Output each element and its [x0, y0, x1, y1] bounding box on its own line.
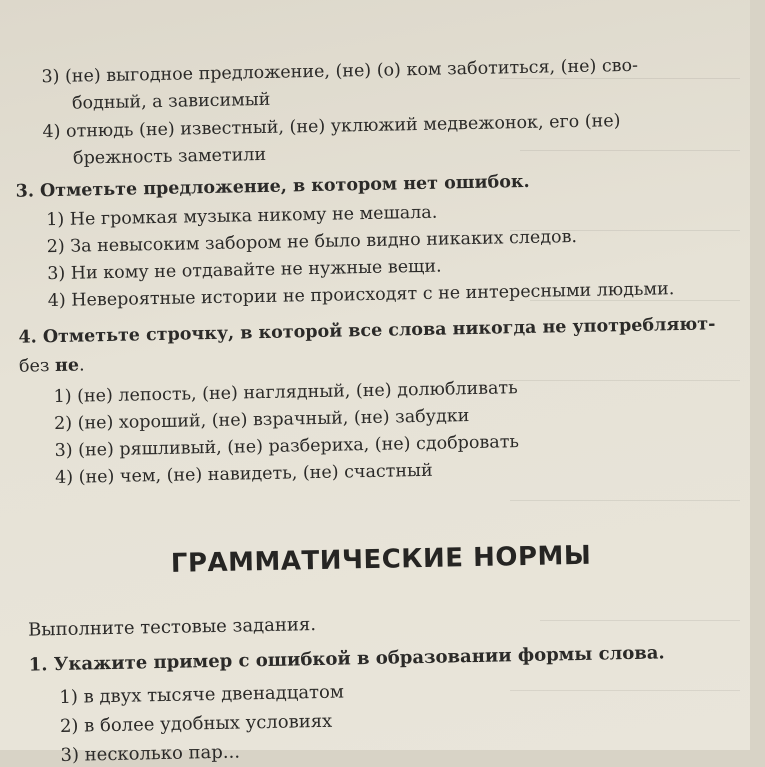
- question-4-text-line1: 4. Отметьте строчку, в которой все слова никогда не употребляют-: [18, 314, 716, 348]
- task-1-option-2: 2) в более удобных условиях: [59, 710, 333, 737]
- question-3-text: 3. Отметьте предложение, в котором нет ошибок.: [15, 171, 530, 202]
- instruction-text: Выполните тестовые задания.: [27, 614, 317, 641]
- question-4-option-4: 4) (не) чем, (не) навидеть, (не) счастный: [54, 460, 433, 489]
- task-1-option-3: 3) несколько пар...: [60, 741, 241, 766]
- section-heading: ГРАММАТИЧЕСКИЕ НОРМЫ: [170, 540, 592, 579]
- prev-option-4-line1: 4) отнюдь (не) известный, (не) уклюжий медвежонок, его (не): [42, 111, 621, 143]
- task-1-option-1: 1) в двух тысяче двенадцатом: [59, 681, 345, 708]
- question-4-option-2: 2) (не) хороший, (не) взрачный, (не) забудки: [53, 406, 470, 435]
- question-3-option-1: 1) Не громкая музыка никому не мешала.: [46, 202, 438, 231]
- question-3-option-3: 3) Ни кому не отдавайте не нужные вещи.: [47, 256, 442, 285]
- question-3-option-2: 2) За невысоким забором не было видно никаких следов.: [46, 226, 578, 258]
- question-3-option-4: 4) Невероятные истории не происходят с не интересными людьми.: [47, 279, 675, 312]
- question-4-option-3: 3) (не) ряшливый, (не) разбериха, (не) сдобровать: [54, 432, 520, 462]
- prev-option-3-line2: бодный, а зависимый: [71, 89, 271, 114]
- task-1-text: 1. Укажите пример с ошибкой в образовании формы слова.: [28, 642, 665, 676]
- prev-option-4-line2: брежность заметили: [72, 144, 267, 169]
- question-4-text-line2: без не.: [18, 355, 85, 377]
- prev-option-3-line1: 3) (не) выгодное предложение, (не) (о) ком заботиться, (не) сво-: [41, 55, 639, 88]
- question-4-option-1: 1) (не) лепость, (не) наглядный, (не) долюбливать: [53, 378, 518, 408]
- bold-particle-ne: не: [54, 355, 80, 377]
